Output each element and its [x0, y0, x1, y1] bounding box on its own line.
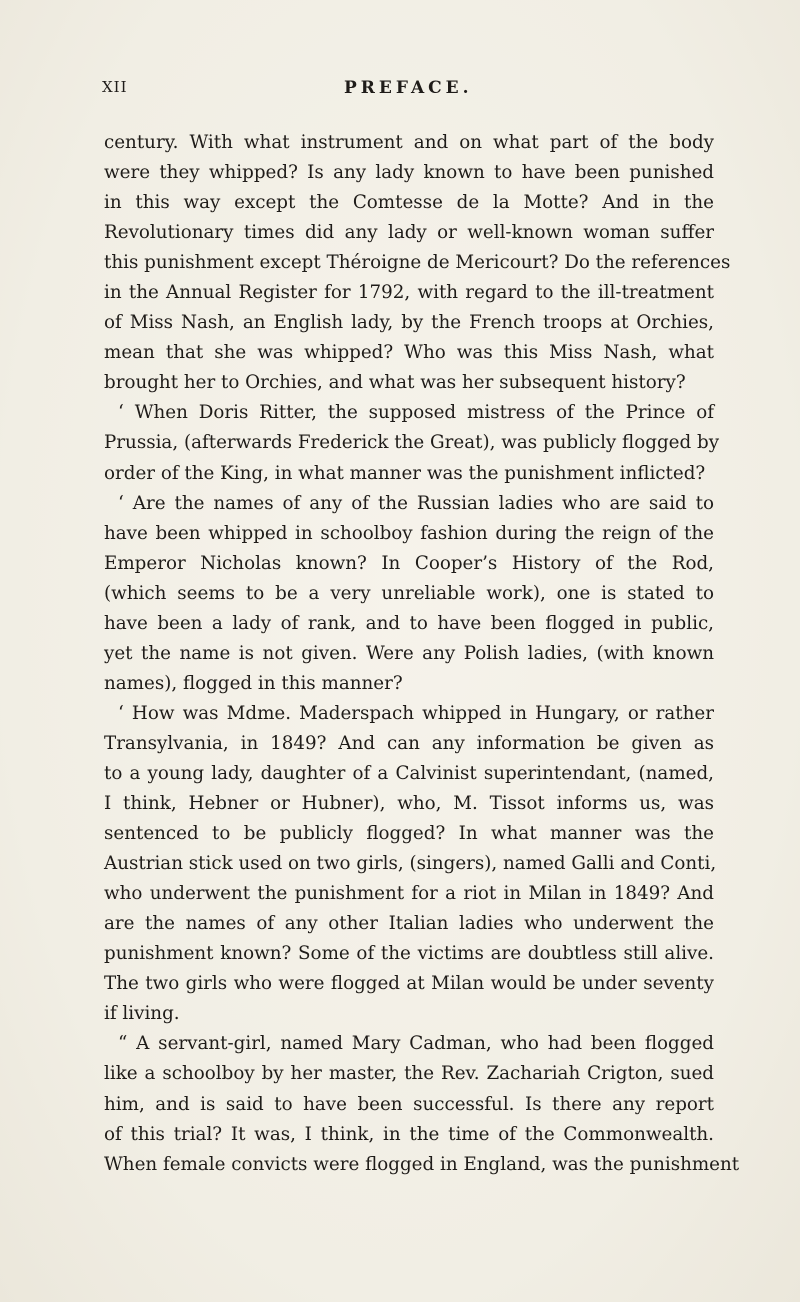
text-line: in this way except the Comtesse de la Motte? And in the: [104, 192, 714, 214]
text-line: order of the King, in what manner was the punishment inflicted?: [104, 462, 706, 484]
text-line: mean that she was whipped? Who was this Miss Nash, what: [104, 342, 714, 364]
text-line: Emperor Nicholas known? In Cooper’s History of the Rod,: [104, 552, 714, 574]
body-text: [104, 128, 740, 1180]
page-number: XII: [102, 78, 128, 96]
text-line: The two girls who were flogged at Milan would be under seventy: [104, 973, 714, 995]
text-line: have been whipped in schoolboy fashion during the reign of the: [104, 522, 714, 544]
text-line: “ A servant-girl, named Mary Cadman, who had been flogged: [118, 1033, 714, 1055]
text-line: of this trial? It was, I think, in the time of the Commonwealth.: [104, 1123, 714, 1145]
text-line: have been a lady of rank, and to have been flogged in public,: [104, 612, 714, 634]
text-line: this punishment except Théroigne de Mericourt? Do the references: [104, 252, 731, 274]
text-line: I think, Hebner or Hubner), who, M. Tissot informs us, was: [104, 793, 714, 815]
text-line: century. With what instrument and on what part of the body: [104, 132, 714, 153]
text-line: sentenced to be publicly flogged? In what manner was the: [104, 823, 714, 845]
text-line: of Miss Nash, an English lady, by the French troops at Orchies,: [104, 312, 714, 334]
text-line: names), flogged in this manner?: [104, 672, 403, 694]
text-line: who underwent the punishment for a riot in Milan in 1849? And: [104, 883, 714, 905]
text-line: Prussia, (afterwards Frederick the Great), was publicly flogged by: [104, 432, 720, 454]
text-line: punishment known? Some of the victims are doubtless still alive.: [104, 943, 714, 965]
text-line: like a schoolboy by her master, the Rev. Zachariah Crigton, sued: [104, 1063, 714, 1085]
text-line: ‘ How was Mdme. Maderspach whipped in Hungary, or rather: [118, 702, 714, 724]
text-line: brought her to Orchies, and what was her subsequent history?: [104, 372, 686, 394]
text-line: him, and is said to have been successful. Is there any report: [104, 1093, 714, 1115]
text-line: in the Annual Register for 1792, with regard to the ill-treatment: [104, 282, 714, 304]
text-line: (which seems to be a very unreliable work), one is stated to: [104, 582, 714, 604]
text-line: Transylvania, in 1849? And can any information be given as: [104, 732, 714, 754]
text-line: ‘ Are the names of any of the Russian ladies who are said to: [118, 492, 714, 514]
text-line: to a young lady, daughter of a Calvinist superintendant, (named,: [104, 762, 714, 784]
text-line: yet the name is not given. Were any Polish ladies, (with known: [104, 642, 714, 664]
text-line: Austrian stick used on two girls, (singers), named Galli and Conti,: [104, 853, 717, 875]
text-line: if living.: [104, 1003, 180, 1025]
running-title: PREFACE.: [344, 78, 473, 98]
text-line: When female convicts were flogged in England, was the punishment: [104, 1153, 740, 1175]
text-line: Revolutionary times did any lady or well-known woman suffer: [104, 222, 714, 244]
text-line: ‘ When Doris Ritter, the supposed mistress of the Prince of: [118, 402, 714, 424]
running-head: [102, 78, 702, 102]
text-line: are the names of any other Italian ladies who underwent the: [104, 913, 714, 935]
text-line: were they whipped? Is any lady known to have been punished: [104, 162, 714, 184]
